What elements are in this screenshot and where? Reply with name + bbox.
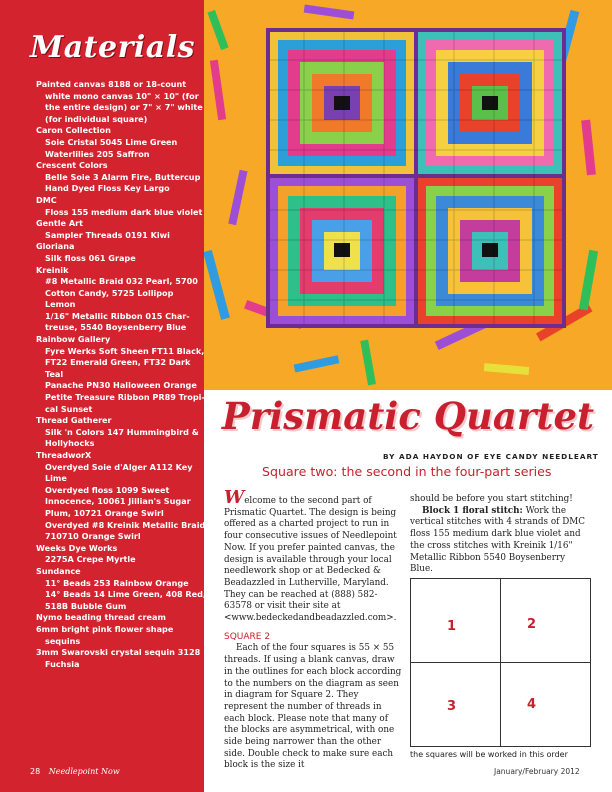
materials-line: Fuchsia — [45, 658, 80, 669]
footer-left — [30, 767, 120, 776]
materials-title: Materials — [30, 30, 196, 65]
materials-line: Belle Soie 3 Alarm Fire, Buttercup — [45, 171, 201, 182]
materials-line: (for individual square) — [45, 113, 148, 124]
materials-list — [36, 79, 207, 670]
materials-line: Lime — [45, 473, 67, 484]
materials-line: 710710 Orange Swirl — [45, 531, 141, 542]
diagram-number-3: 3 — [447, 699, 457, 714]
materials-line: Lemon — [45, 299, 76, 310]
materials-line: Overdyed Soie d'Alger A112 Key — [45, 461, 193, 472]
materials-line: Gloriana — [36, 241, 75, 252]
materials-line: Gentle Art — [36, 218, 83, 229]
drop-cap: W — [224, 487, 245, 508]
materials-sidebar — [0, 0, 207, 792]
issue-date: January/February 2012 — [494, 767, 580, 776]
materials-line: Caron Collection — [36, 125, 111, 136]
materials-line: Sundance — [36, 565, 81, 576]
materials-line: Fyre Werks Soft Sheen FT11 Black, — [45, 345, 205, 356]
materials-line: cal Sunset — [45, 403, 93, 414]
article-title: Prismatic Quartet — [221, 394, 595, 438]
diagram-number-4: 4 — [527, 697, 537, 712]
materials-line: Sampler Threads 0191 Kiwi — [45, 229, 170, 240]
diagram-horizontal-divider — [411, 662, 590, 663]
materials-line: Teal — [45, 368, 64, 379]
section-body: Each of the four squares is 55 × 55 threads. If using a blank canvas, draw in the outlines for each block according to the numbers on the diagram as seen in diagram for Square 2. They represent the number of threads in each block. Please note that many of the blocks are asymmetrical, with one side being narrower than the other side. Double check to make sure each block is the size it — [224, 643, 402, 771]
materials-line: Waterlilies 205 Saffron — [45, 148, 150, 159]
diagram-number-1: 1 — [447, 619, 457, 634]
block1-label: Block 1 floral stitch: — [422, 505, 523, 516]
materials-line: 2275A Crepe Myrtle — [45, 554, 136, 565]
materials-line: Floss 155 medium dark blue violet — [45, 206, 203, 217]
magazine-name: Needlepoint Now — [48, 767, 120, 776]
materials-line: Rainbow Gallery — [36, 334, 111, 345]
intro-paragraph — [224, 487, 402, 625]
materials-line: #8 Metallic Braid 032 Pearl, 5700 — [45, 276, 198, 287]
materials-line: treuse, 5540 Boysenberry Blue — [45, 322, 187, 333]
materials-line: FT22 Emerald Green, FT32 Dark — [45, 357, 191, 368]
materials-line: 3mm Swarovski crystal sequin 3128 — [36, 647, 201, 658]
materials-line: Petite Treasure Ribbon PR89 Tropi- — [45, 392, 205, 403]
materials-line: 1/16" Metallic Ribbon 015 Char- — [45, 310, 190, 321]
materials-line: Plum, 10721 Orange Swirl — [45, 507, 164, 518]
article-byline: BY ADA HAYDON OF EYE CANDY NEEDLEART — [383, 452, 599, 461]
materials-line: Kreinik — [36, 264, 69, 275]
diagram-caption: the squares will be worked in this order — [410, 750, 568, 759]
article-column-1 — [224, 487, 402, 772]
diagram-number-2: 2 — [527, 617, 537, 632]
materials-line: 6mm bright pink flower shape — [36, 623, 174, 634]
materials-line: the entire design) or 7" × 7" white — [45, 102, 203, 113]
order-diagram — [410, 578, 591, 747]
block1-text: Work the vertical stitches with 4 strands of DMC floss 155 medium dark blue violet and the cross stitches with Kreinik 1/16" Metallic Ribbon 5540 Boysenberry Blue. — [410, 505, 585, 575]
materials-line: Hollyhocks — [45, 438, 95, 449]
materials-line: Innocence, 10061 Jillian's Sugar — [45, 496, 191, 507]
needlepoint-photo — [204, 0, 612, 390]
materials-line: 11° Beads 253 Rainbow Orange — [45, 577, 189, 588]
materials-line: Silk 'n Colors 147 Hummingbird & — [45, 426, 199, 437]
materials-line: 14° Beads 14 Lime Green, 408 Red, — [45, 589, 207, 600]
materials-line: Soie Cristal 5045 Lime Green — [45, 136, 178, 147]
materials-line: sequins — [45, 635, 81, 646]
page-number: 28 — [30, 767, 41, 776]
materials-line: Hand Dyed Floss Key Largo — [45, 183, 170, 194]
materials-line: Overdyed floss 1099 Sweet — [45, 484, 170, 495]
intro-text: elcome to the second part of Prismatic Quartet. The design is being offered as a charted project to run in four consecutive issues of Needlepoint Now. If you prefer painted canvas, the design is available through your local needlework shop or at Bedecked & Beadazzled in Lutherville, Maryland. They can be reached at (888) 582-63578 or visit their site at <www.bedeckedandbeadazzled.com>. — [224, 496, 397, 624]
section-heading: SQUARE 2 — [224, 631, 271, 642]
materials-line: Painted canvas 8188 or 18-count — [36, 79, 187, 89]
col2-text: should be before you start stitching! — [410, 494, 573, 504]
materials-line: ThreadworX — [36, 450, 92, 460]
materials-line: 518B Bubble Gum — [45, 600, 127, 611]
materials-line: Overdyed #8 Kreinik Metallic Braid — [45, 519, 206, 530]
materials-line: Weeks Dye Works — [36, 542, 118, 553]
materials-line: Panache PN30 Halloween Orange — [45, 380, 197, 391]
materials-line: Silk floss 061 Grape — [45, 252, 136, 263]
article-subtitle: Square two: the second in the four-part series — [262, 464, 552, 479]
materials-line: DMC — [36, 194, 57, 205]
materials-line: Crescent Colors — [36, 160, 108, 171]
quilt-artwork — [204, 0, 612, 390]
block1-paragraph — [410, 506, 588, 576]
quilt-square — [266, 28, 566, 328]
materials-line: white mono canvas 10" × 10" (for — [45, 90, 199, 101]
materials-line: Cotton Candy, 5725 Lollipop — [45, 287, 174, 298]
article-column-2 — [410, 494, 588, 576]
materials-line: Thread Gatherer — [36, 415, 112, 426]
materials-line: Nymo beading thread cream — [36, 612, 166, 623]
